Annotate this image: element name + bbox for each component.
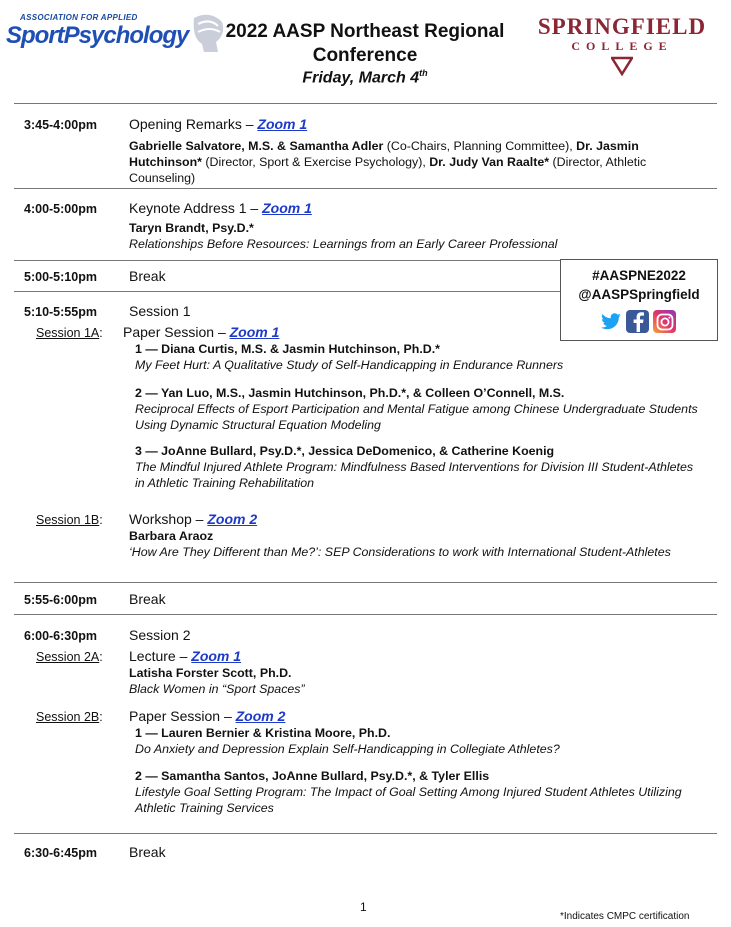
- break-label: Break: [129, 844, 166, 860]
- session-2b-label: Session 2B:: [36, 710, 103, 724]
- divider: [14, 103, 717, 104]
- time-opening: 3:45-4:00pm: [24, 118, 97, 132]
- divider: [14, 833, 717, 834]
- lecture-title: Black Women in “Sport Spaces”: [129, 682, 305, 696]
- time-session-2: 6:00-6:30pm: [24, 629, 97, 643]
- hashtag: #AASPNE2022: [592, 268, 686, 283]
- keynote-speaker: Taryn Brandt, Psy.D.*: [129, 221, 254, 235]
- paper-authors: 2 — Yan Luo, M.S., Jasmin Hutchinson, Ph.D.*, & Colleen O’Connell, M.S.: [135, 386, 565, 400]
- workshop-speaker: Barbara Araoz: [129, 529, 214, 543]
- session-2a-label: Session 2A:: [36, 650, 103, 664]
- time-break-2: 5:55-6:00pm: [24, 593, 97, 607]
- springfield-logo-name: SPRINGFIELD: [537, 14, 707, 39]
- session-2a-heading: Lecture – Zoom 1: [129, 648, 242, 664]
- zoom-link[interactable]: Zoom 1: [262, 200, 312, 216]
- twitter-icon[interactable]: [599, 310, 622, 333]
- session-2-heading: Session 2: [129, 627, 191, 643]
- paper-authors: 1 — Diana Curtis, M.S. & Jasmin Hutchinson, Ph.D.*: [135, 342, 440, 356]
- break-label: Break: [129, 268, 166, 284]
- conference-date: Friday, March 4th: [302, 68, 428, 87]
- divider: [14, 614, 717, 615]
- time-break-3: 6:30-6:45pm: [24, 846, 97, 860]
- time-break-1: 5:00-5:10pm: [24, 270, 97, 284]
- session-2b-heading: Paper Session – Zoom 2: [129, 708, 286, 724]
- paper-title: Lifestyle Goal Setting Program: The Impact of Goal Setting Among Injured Student Athletes Utilizing Athletic Training Services: [135, 785, 682, 815]
- zoom-link[interactable]: Zoom 1: [229, 324, 280, 340]
- workshop-title: ‘How Are They Different than Me?’: SEP Considerations to work with International Student-Athletes: [129, 545, 671, 559]
- social-media-box: [560, 259, 718, 341]
- paper-authors: 2 — Samantha Santos, JoAnne Bullard, Psy.D.*, & Tyler Ellis: [135, 769, 490, 783]
- time-keynote: 4:00-5:00pm: [24, 202, 97, 216]
- springfield-logo-college: COLLEGE: [571, 39, 673, 53]
- time-session-1: 5:10-5:55pm: [24, 305, 97, 319]
- divider: [14, 582, 717, 583]
- opening-remarks-heading: Opening Remarks – Zoom 1: [129, 116, 308, 132]
- paper-title: The Mindful Injured Athlete Program: Mindfulness Based Interventions for Division III Student-Athletes in Athletic Training Rehabilitation: [135, 460, 694, 490]
- paper-title: Do Anxiety and Depression Explain Self-Handicapping in Collegiate Athletes?: [135, 742, 560, 756]
- paper-authors: 3 — JoAnne Bullard, Psy.D.*, Jessica DeDomenico, & Catherine Koenig: [135, 444, 555, 458]
- zoom-link[interactable]: Zoom 1: [191, 648, 242, 664]
- facebook-icon[interactable]: [626, 310, 649, 333]
- zoom-link[interactable]: Zoom 1: [257, 116, 308, 132]
- session-1b-label: Session 1B:: [36, 513, 103, 527]
- paper-title: Reciprocal Effects of Esport Participation and Mental Fatigue among Chinese Undergraduate Students Using Dynamic Structural Equation Modeling: [135, 402, 698, 432]
- social-handle: @AASPSpringfield: [578, 287, 700, 302]
- session-1-heading: Session 1: [129, 303, 191, 319]
- aasp-logo-wordmark: SportPsychology: [6, 22, 189, 49]
- paper-title: My Feet Hurt: A Qualitative Study of Self-Handicapping in Endurance Runners: [135, 358, 564, 372]
- session-1b-heading: Workshop – Zoom 2: [129, 511, 258, 527]
- zoom-link[interactable]: Zoom 2: [235, 708, 286, 724]
- session-1a-label: Session 1A:: [36, 326, 103, 340]
- cmpc-footnote: *Indicates CMPC certification: [560, 911, 690, 922]
- paper-authors: 1 — Lauren Bernier & Kristina Moore, Ph.D.: [135, 726, 391, 740]
- aasp-logo-tagline: ASSOCIATION FOR APPLIED: [20, 13, 138, 22]
- instagram-icon[interactable]: [653, 310, 676, 333]
- opening-speakers: Gabrielle Salvatore, M.S. & Samantha Adler (Co-Chairs, Planning Committee), Dr. Jasmin Hutchinson* (Director, Sport & Exercise Psychology), Dr. Judy Van Raalte* (Director, Athletic Counseling): [129, 139, 647, 185]
- springfield-triangle-icon: [611, 56, 633, 76]
- divider: [14, 188, 717, 189]
- page-number: 1: [360, 900, 367, 914]
- session-1a-heading: Paper Session – Zoom 1: [123, 324, 280, 340]
- divider: [14, 291, 560, 292]
- keynote-heading: Keynote Address 1 – Zoom 1: [129, 200, 312, 216]
- page-title: 2022 AASP Northeast Regional Conference: [225, 21, 505, 66]
- keynote-talk-title: Relationships Before Resources: Learnings from an Early Career Professional: [129, 237, 558, 251]
- lecture-speaker: Latisha Forster Scott, Ph.D.: [129, 666, 292, 680]
- zoom-link[interactable]: Zoom 2: [207, 511, 258, 527]
- break-label: Break: [129, 591, 166, 607]
